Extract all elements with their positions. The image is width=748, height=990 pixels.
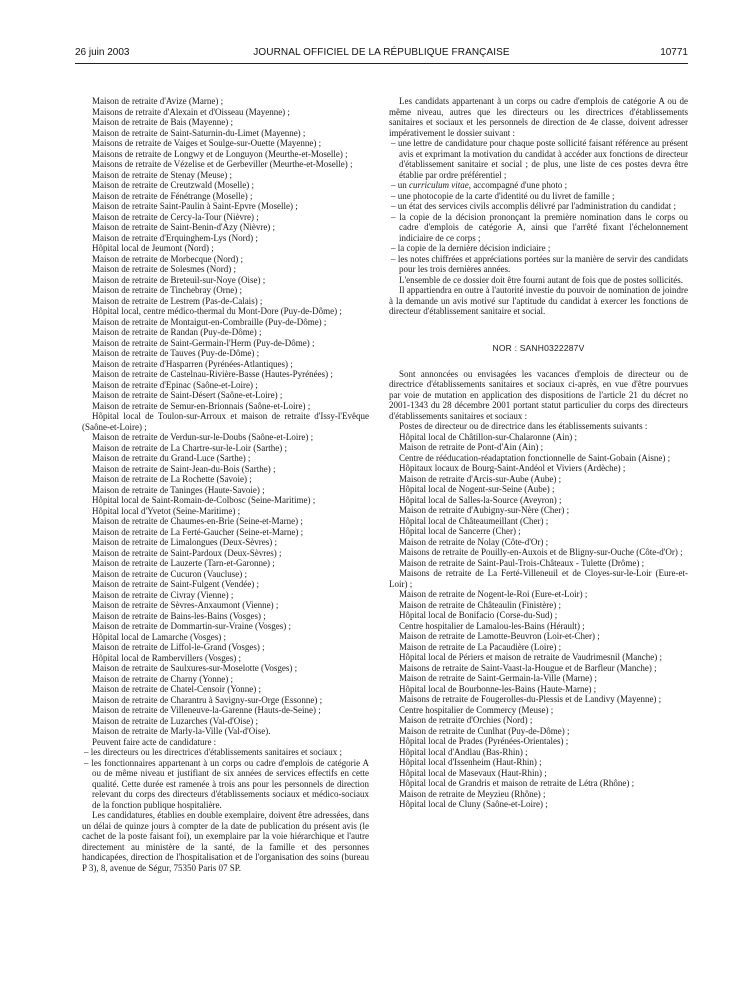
establishment-item: Maison de retraite d'Arcis-sur-Aube (Aube) ; [399,473,562,484]
header-date: 26 juin 2003 [75,47,130,58]
establishment-item: Maison de retraite de Montaigut-en-Combraille (Puy-de-Dôme) ; [92,316,327,327]
establishment-item: Maison de retraite de Verdun-sur-le-Doubs (Saône-et-Loire) ; [92,432,314,442]
establishment-item: Maison de retraite de Charny (Yonne) ; [92,673,234,684]
dossier-note: L'ensemble de ce dossier doit être fourni autant de fois que de postes sollicités. [399,274,684,285]
establishment-item: Maison de retraite de Cercy-la-Tour (Nièvre) ; [92,211,259,222]
establishment-item: Maison de retraite de Saint-Paul-Trois-Châteaux - Tulette (Drôme) ; [399,557,645,568]
establishment-item: Maison de retraite de Meyzieu (Rhône) ; [399,788,546,799]
left-column [82,96,369,873]
establishment-item: Maison de retraite de La Chartre-sur-le-Loir (Sarthe) ; [92,442,287,453]
establishment-item: Maison de retraite d'Avize (Marne) ; [92,96,224,106]
dossier-item: – les notes chiffrées et appréciations portées sur la manière de servir des candidats pour les trois dernières années. [389,254,688,275]
establishment-item: Maison de retraite du Grand-Luce (Sarthe) ; [92,453,251,463]
establishment-item: Maison de retraite de Cunlhat (Puy-de-Dôme) ; [399,725,570,736]
establishment-item: Hôpital local de Bonifacio (Corse-du-Sud) ; [399,610,558,620]
establishment-item: Maison de retraite de Lamotte-Beuvron (Loir-et-Cher) ; [399,631,600,641]
establishment-item: Hôpital local, centre médico-thermal du Mont-Dore (Puy-de-Dôme) ; [92,306,342,316]
establishment-item: Maison de retraite de Luzarches (Val-d'Oise) ; [92,715,259,726]
dossier-item: – la copie de la dernière décision indiciaire ; [389,243,688,254]
establishment-item: Maison de retraite de Creutzwald (Moselle) ; [92,180,254,190]
establishment-item: Maison de retraite de Saint-Jean-du-Bois (Sarthe) ; [92,463,276,474]
establishment-item: Hôpital local de Cluny (Saône-et-Loire) ; [399,799,548,809]
establishment-item: Maison de retraite de Marly-la-Ville (Val-d'Oise). [92,726,271,736]
establishment-item: Maison de retraite de Nolay (Côte-d'Or) ; [399,536,549,547]
posts-intro: Postes de directeur ou de directrice dans les établissements suivants : [399,421,648,431]
establishment-item: Maison de retraite de Saint-Saturnin-du-Limet (Mayenne) ; [92,127,306,138]
header-page-number: 10771 [660,47,688,58]
establishment-item: Maison de retraite de Lauzerte (Tarn-et-Garonne) ; [92,558,275,568]
establishment-item: Maison de retraite de Semur-en-Brionnais (Saône-et-Loire) ; [92,400,311,411]
establishment-item: Hôpital local de Sancerre (Cher) ; [399,526,521,536]
establishment-item: Maison de retraite de Solesmes (Nord) ; [92,264,236,274]
establishment-item: Maison de retraite de Tinchebray (Orne) ; [92,285,242,295]
establishment-item: Hôpital local de Lamarche (Vosges) ; [92,631,227,642]
establishment-item: Maison de retraite de Bais (Mayenne) ; [92,117,233,127]
establishment-item: Hôpital local de Châteaumeillant (Cher) ; [399,515,549,526]
page-header [75,47,688,63]
establishment-item: Hôpital local d'Andlau (Bas-Rhin) ; [399,746,528,757]
establishment-item: Maison de retraite de Saint-Germain-la-Ville (Marne) ; [399,673,597,683]
establishment-item: Maison de retraite de Saint-Germain-l'Herm (Puy-de-Dôme) ; [92,337,315,348]
establishment-item: Hôpital local de Bourbonne-les-Bains (Haute-Marne) ; [399,683,597,694]
establishment-item: Maison de retraite de La Rochette (Savoie) ; [92,474,252,484]
establishment-item: Maison de retraite de Pont-d'Ain (Ain) ; [399,442,544,452]
establishment-item: Hôpital local de Jeumont (Nord) ; [92,243,214,253]
establishment-item: Maisons de retraite de Pouilly-en-Auxois et de Bligny-sur-Ouche (Côte-d'Or) ; [399,547,683,557]
establishment-item: Maison de retraite de Taninges (Haute-Savoie) ; [92,484,265,495]
establishment-item: Hôpital local de Toulon-sur-Arroux et maison de retraite d'Issy-l'Evêque (Saône-et-Loire) ; [82,411,369,432]
establishment-item: Maison de retraite de Charantru à Savigny-sur-Orge (Essonne) ; [92,694,323,705]
establishment-item: Maison de retraite d'Erquinghem-Lys (Nord) ; [92,232,258,243]
establishment-item: Maison de retraite de Civray (Vienne) ; [92,589,234,600]
establishment-item: Maison de retraite de Fénétrange (Moselle) ; [92,190,253,201]
establishment-item: Maison de retraite de Saint-Fulgent (Vendée) ; [92,579,259,589]
header-title: JOURNAL OFFICIEL DE LA RÉPUBLIQUE FRANÇAISE [253,47,510,58]
establishment-item: Centre de rééducation-réadaptation fonctionnelle de Saint-Gobain (Aisne) ; [399,452,671,463]
establishment-item: Maison de retraite de Villeneuve-la-Garenne (Hauts-de-Seine) ; [92,705,321,715]
header-rule [75,63,688,64]
establishment-item: Maison de retraite de Tauves (Puy-de-Dôme) ; [92,348,260,358]
establishment-item: Maison de retraite de Châteaulin (Finistère) ; [399,599,561,610]
right-column [389,96,688,810]
establishment-item: Hôpital local de Rambervillers (Vosges) ; [92,652,242,663]
establishment-item: Hôpital local de Châtillon-sur-Chalaronne (Ain) ; [399,431,578,442]
establishment-item: Maisons de retraite de Fougerolles-du-Plessis et de Landivy (Mayenne) ; [399,694,662,704]
establishment-item: Maison de retraite Saint-Paulin à Saint-Epvre (Moselle) ; [92,201,298,211]
right-establishment-list [389,432,688,810]
establishment-item: Maison de retraite de Morbecque (Nord) ; [92,253,243,264]
establishment-item: Maisons de retraite de Saint-Vaast-la-Hougue et de Barfleur (Manche) ; [399,662,657,673]
establishment-item: Maison de retraite de Chaumes-en-Brie (Seine-et-Marne) ; [92,516,303,526]
establishment-item: Hôpital local de Salles-la-Source (Aveyron) ; [399,494,562,505]
establishment-item: Maison de retraite de Sèvres-Anxaumont (Vienne) ; [92,600,279,610]
establishment-item: Maisons de retraite de La Ferté-Villeneuil et de Cloyes-sur-le-Loir (Eure-et-Loir) ; [389,568,688,589]
establishment-item: Maison de retraite de Saulxures-sur-Moselotte (Vosges) ; [92,663,298,673]
dossier-item: – une lettre de candidature pour chaque poste sollicité faisant référence au présent avis et exprimant la motivation du candidat à accéder aux fonctions de directeur d'établissement sanitaire et social ; de plus, une liste de ces postes devra être établie par ordre préférentiel ; [389,138,688,180]
candidature-bullets [82,747,369,810]
establishment-item: Maison de retraite d'Hasparren (Pyrénées-Atlantiques) ; [92,358,293,369]
establishment-item: Maison de retraite de Dommartin-sur-Vraine (Vosges) ; [92,621,292,631]
establishment-item: Maisons de retraite de Vaiges et Soulge-sur-Ouette (Mayenne) ; [92,138,322,148]
authority-note: Il appartiendra en outre à l'autorité investie du pouvoir de nomination de joindre à la demande un avis motivé sur l'aptitude du candidat à exercer les fonctions de directeur d'établissement sanitaire et social. [389,285,688,316]
establishment-item: Maison de retraite de La Pacaudière (Loire) ; [399,641,562,652]
establishment-item: Maison de retraite de La Ferté-Gaucher (Seine-et-Marne) ; [92,526,304,537]
establishment-item: Hôpital local de Saint-Romain-de-Colbosc (Seine-Maritime) ; [92,495,316,505]
establishment-item: Hôpital local d'Issenheim (Haut-Rhin) ; [399,757,542,767]
establishment-item: Hôpital local de Périers et maison de retraite de Vaudrimesnil (Manche) ; [399,652,662,662]
establishment-item: Maison de retraite de Nogent-le-Roi (Eure-et-Loir) ; [399,589,588,599]
establishment-item: Hôpitaux locaux de Bourg-Saint-Andéol et Viviers (Ardèche) ; [399,463,626,473]
establishment-item: Maison de retraite de Cucuron (Vaucluse) ; [92,568,247,579]
establishment-item: Maison de retraite d'Epinac (Saône-et-Loire) ; [92,379,258,390]
establishment-item: Centre hospitalier de Lamalou-les-Bains (Hérault) ; [399,620,585,631]
establishment-item: Hôpital local de Grandris et maison de retraite de Létra (Rhône) ; [399,778,635,788]
dossier-items [389,138,688,275]
dossier-item: – un état des services civils accomplis délivré par l'administration du candidat ; [389,201,688,212]
establishment-item: Maisons de retraite de Longwy et de Longuyon (Meurthe-et-Moselle) ; [92,148,348,159]
establishment-item: Maison de retraite de Breteuil-sur-Noye (Oise) ; [92,274,266,285]
dossier-item: – une photocopie de la carte d'identité ou du livret de famille ; [389,191,688,202]
intro-paragraph: Les candidats appartenant à un corps ou cadre d'emplois de catégorie A ou de même niveau, autres que les directeurs ou les directrices d'établissements sanitaires et sociaux et les personnels de direction de 4e classe, doivent adresser impérativement le dossier suivant : [389,96,688,138]
establishment-item: Maison de retraite de Saint-Désert (Saône-et-Loire) ; [92,390,283,400]
nor-reference: NOR : SANH0322287V [492,342,585,353]
candidature-intro: Peuvent faire acte de candidature : [92,736,217,747]
establishment-item: Maison de retraite d'Aubigny-sur-Nère (Cher) ; [399,505,570,515]
establishment-item: Maison de retraite de Lestrem (Pas-de-Calais) ; [92,295,263,306]
establishment-item: Maisons de retraite d'Alexain et d'Oisseau (Mayenne) ; [92,106,290,117]
closing-paragraph: Les candidatures, établies en double exemplaire, doivent être adressées, dans un délai de quinze jours à compter de la date de publication du présent avis (le cachet de la poste faisant foi), un exemplaire par la voie hiérarchique et l'autre directement au ministère de la santé, de la famille et des personnes handicapées, direction de l'hospitalisation et de l'organisation des soins (bureau P 3), 8, avenue de Ségur, 75350 Paris 07 SP. [82,810,369,873]
candidature-bullet: – les directeurs ou les directrices d'établissements sanitaires et sociaux ; [82,747,369,758]
establishment-item: Maison de retraite d'Orchies (Nord) ; [399,715,533,725]
establishment-item: Maisons de retraite de Vézelise et de Gerbeviller (Meurthe-et-Moselle) ; [92,159,353,169]
establishment-item: Hôpital local de Masevaux (Haut-Rhin) ; [399,767,547,778]
establishment-item: Maison de retraite de Bains-les-Bains (Vosges) ; [92,610,266,621]
establishment-item: Hôpital local de Prades (Pyrénées-Orientales) ; [399,736,569,746]
vacancy-paragraph: Sont annoncées ou envisagées les vacances d'emplois de directeur ou de directrice d'établissements sanitaires et sociaux ci-après, en vue d'être pourvues par voie de mutation en application des dispositions de l'article 21 du décret no 2001-1343 du 28 décembre 2001 portant statut particulier du corps des directeurs d'établissements sanitaires et sociaux : [389,368,688,421]
candidature-bullet: – les fonctionnaires appartenant à un corps ou cadre d'emplois de catégorie A ou de même niveau et justifiant de six années de services effectifs en cette qualité. Cette durée est ramenée à trois ans pour les personnels de direction relevant du corps des directeurs d'établissements sociaux et médico-sociaux de la fonction publique hospitalière. [82,758,369,811]
left-establishment-list [82,96,369,737]
establishment-item: Centre hospitalier de Commercy (Meuse) ; [399,704,554,715]
establishment-item: Hôpital local de Nogent-sur-Seine (Aube) ; [399,484,555,494]
establishment-item: Maison de retraite de Castelnau-Rivière-Basse (Hautes-Pyrénées) ; [92,369,333,379]
establishment-item: Maison de retraite de Randan (Puy-de-Dôme) ; [92,327,262,337]
dossier-item: – la copie de la décision prononçant la première nomination dans le corps ou cadre d'emplois de catégorie A, ainsi que l'arrêté fixant l'échelonnement indiciaire de ce corps ; [389,212,688,244]
establishment-item: Hôpital local d'Yvetot (Seine-Maritime) ; [92,505,241,516]
establishment-item: Maison de retraite de Limalongues (Deux-Sèvres) ; [92,537,277,547]
establishment-item: Maison de retraite de Saint-Pardoux (Deux-Sèvres) ; [92,547,282,558]
dossier-item: – un curriculum vitae, accompagné d'une photo ; [389,180,688,191]
curriculum-vitae-italic: curriculum vitae [409,180,469,190]
establishment-item: Maison de retraite de Stenay (Meuse) ; [92,169,232,180]
establishment-item: Maison de retraite de Saint-Benin-d'Azy (Nièvre) ; [92,222,276,232]
establishment-item: Maison de retraite de Chatel-Censoir (Yonne) ; [92,684,262,694]
establishment-item: Maison de retraite de Liffol-le-Grand (Vosges) ; [92,642,265,652]
